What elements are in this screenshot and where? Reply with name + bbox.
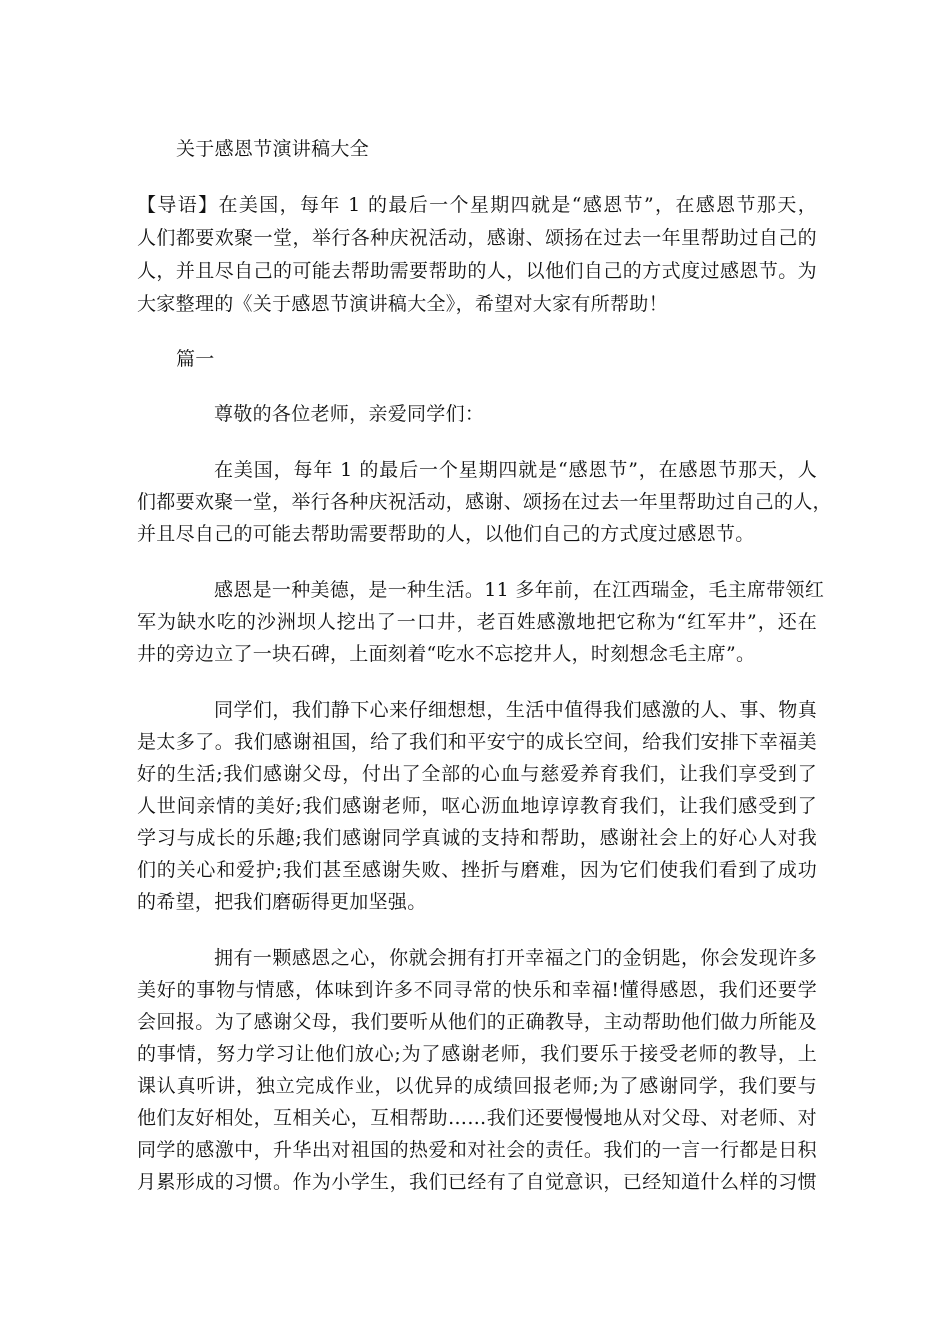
paragraph-3-line-4: 人世间亲情的美好;我们感谢老师，呕心沥血地谆谆教育我们，让我们感受到了 [137,795,817,817]
paragraph-2-line-3: 井的旁边立了一块石碑，上面刻着“吃水不忘挖井人，时刻想念毛主席”。 [137,643,756,665]
paragraph-2-line-1: 感恩是一种美德，是一种生活。11 多年前，在江西瑞金，毛主席带领红 [214,579,825,601]
intro-line-3: 人，并且尽自己的可能去帮助需要帮助的人，以他们自己的方式度过感恩节。为 [137,260,817,282]
paragraph-4-line-4: 的事情，努力学习让他们放心;为了感谢老师，我们要乐于接受老师的教导，上 [137,1043,817,1065]
paragraph-1-line-2: 们都要欢聚一堂，举行各种庆祝活动，感谢、颂扬在过去一年里帮助过自己的人， [137,491,832,513]
paragraph-4-line-7: 同学的感激中，升华出对祖国的热爱和对社会的责任。我们的一言一行都是日积 [137,1139,817,1161]
paragraph-4-line-5: 课认真听讲，独立完成作业，以优异的成绩回报老师;为了感谢同学，我们要与 [137,1075,817,1097]
paragraph-3-line-2: 是太多了。我们感谢祖国，给了我们和平安宁的成长空间，给我们安排下幸福美 [137,731,817,753]
paragraph-4-line-2: 美好的事物与情感，体味到许多不同寻常的快乐和幸福!懂得感恩，我们还要学 [137,979,817,1001]
paragraph-2-line-2: 军为缺水吃的沙洲坝人挖出了一口井，老百姓感激地把它称为“红军井”，还在 [137,611,817,633]
paragraph-4-line-6: 他们友好相处，互相关心，互相帮助……我们还要慢慢地从对父母、对老师、对 [137,1107,817,1129]
salutation: 尊敬的各位老师，亲爱同学们： [214,403,485,425]
paragraph-1-line-3: 并且尽自己的可能去帮助需要帮助的人，以他们自己的方式度过感恩节。 [137,523,755,545]
paragraph-4-line-1: 拥有一颗感恩之心，你就会拥有打开幸福之门的金钥匙，你会发现许多 [214,947,817,969]
paragraph-3-line-6: 们的关心和爱护;我们甚至感谢失败、挫折与磨难，因为它们使我们看到了成功 [137,859,817,881]
paragraph-4-line-3: 会回报。为了感谢父母，我们要听从他们的正确教导，主动帮助他们做力所能及 [137,1011,817,1033]
paragraph-1-line-1: 在美国，每年 1 的最后一个星期四就是“感恩节”，在感恩节那天，人 [214,459,817,481]
document-title: 关于感恩节演讲稿大全 [176,138,370,160]
paragraph-3-line-5: 学习与成长的乐趣;我们感谢同学真诚的支持和帮助，感谢社会上的好心人对我 [137,827,817,849]
intro-line-2: 人们都要欢聚一堂，举行各种庆祝活动，感谢、颂扬在过去一年里帮助过自己的 [137,227,817,249]
paragraph-3-line-1: 同学们，我们静下心来仔细想想，生活中值得我们感激的人、事、物真 [214,699,817,721]
paragraph-3-line-7: 的希望，把我们磨砺得更加坚强。 [137,891,427,913]
intro-line-1: 【导语】在美国，每年 1 的最后一个星期四就是“感恩节”，在感恩节那天， [137,194,817,216]
intro-line-4: 大家整理的《关于感恩节演讲稿大全》，希望对大家有所帮助！ [137,293,668,315]
paragraph-3-line-3: 好的生活;我们感谢父母，付出了全部的心血与慈爱养育我们，让我们享受到了 [137,763,817,785]
section-heading: 篇一 [176,348,215,370]
paragraph-4-line-8: 月累形成的习惯。作为小学生，我们已经有了自觉意识，已经知道什么样的习惯 [137,1171,817,1193]
